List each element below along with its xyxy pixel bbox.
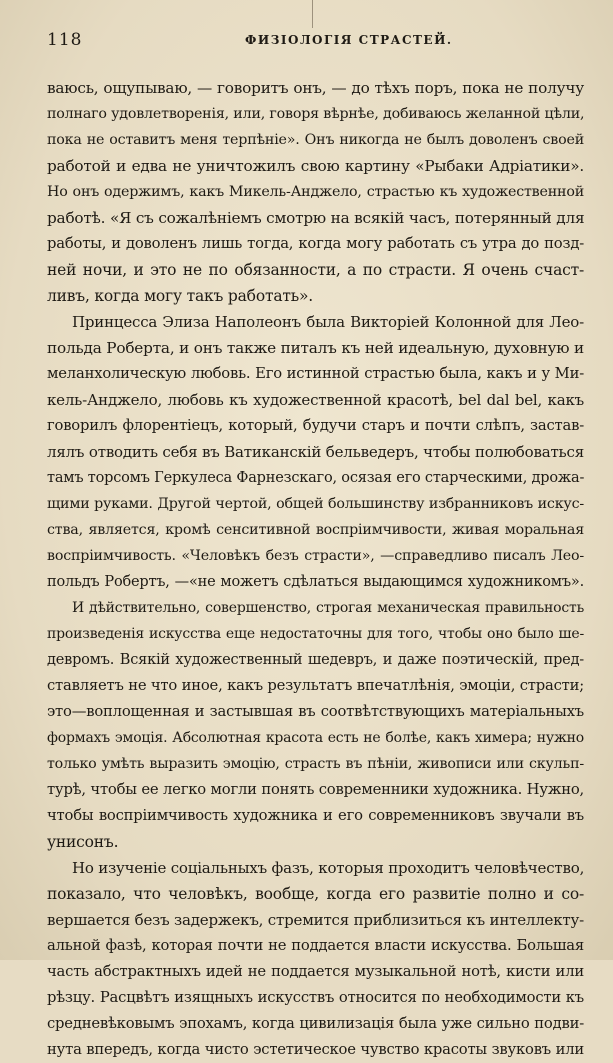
- text-line: щими руками. Другой чертой, общей большинству избранниковъ искус-: [47, 496, 584, 512]
- running-title: ФИЗІОЛОГІЯ СТРАСТЕЙ.: [245, 33, 453, 47]
- text-line: это—воплощенная и застывшая въ соотвѣтствующихъ матеріальныхъ: [47, 703, 584, 720]
- text-line: формахъ эмоція. Абсолютная красота есть не болѣе, какъ химера; нужно: [47, 730, 584, 746]
- text-line: показало, что человѣкъ, вообще, когда его развитіе полно и со-: [47, 885, 584, 903]
- text-line: альной фазѣ, которая почти не поддается власти искусства. Большая: [47, 937, 584, 954]
- text-line: вершается безъ задержекъ, стремится приблизиться къ интеллекту-: [47, 911, 584, 929]
- text-line: рѣзцу. Расцвѣтъ изящныхъ искусствъ относится по необходимости къ: [47, 989, 584, 1006]
- text-line: ства, является, кромѣ сенситивной воспріимчивости, живая моральная: [47, 522, 584, 538]
- text-line: работѣ. «Я съ сожалѣніемъ смотрю на всякій часъ, потерянный для: [47, 209, 585, 227]
- text-line: ливъ, когда могу такъ работать».: [47, 287, 313, 305]
- paragraph-start-line: Принцесса Элиза Наполеонъ была Викторіей Колонной для Лео-: [72, 313, 584, 331]
- text-line: говорилъ флорентіецъ, который, будучи старъ и почти слѣпъ, застав-: [47, 417, 584, 434]
- body-text: [47, 75, 584, 1063]
- text-line: Но онъ одержимъ, какъ Микель-Анджело, страстью къ художественной: [47, 184, 584, 200]
- text-line: часть абстрактныхъ идей не поддается музыкальной нотѣ, кисти или: [47, 963, 584, 980]
- text-line: меланхолическую любовь. Его истинной страстью была, какъ и у Ми-: [47, 365, 584, 382]
- text-line: турѣ, чтобы ее легко могли понять современники художника. Нужно,: [47, 781, 584, 798]
- text-line: произведенія искусства еще недостаточны для того, чтобы оно было ше-: [47, 626, 584, 642]
- paragraph-start-line: И дѣйствительно, совершенство, строгая механическая правильность: [72, 600, 584, 616]
- text-line: только умѣть выразить эмоцію, страсть въ пѣніи, живописи или скульп-: [47, 756, 584, 772]
- text-line: работы, и доволенъ лишь тогда, когда могу работать съ утра до позд-: [47, 235, 584, 252]
- page-crease: [312, 0, 313, 28]
- paragraph-start-line: Но изученіе соціальныхъ фазъ, которыя проходитъ человѣчество,: [72, 859, 585, 877]
- text-line: лялъ отводить себя въ Ватиканскій бельведеръ, чтобы полюбоваться: [47, 443, 584, 461]
- running-head: [47, 30, 583, 56]
- text-line: нута впередъ, когда чисто эстетическое чувство красоты звуковъ или: [47, 1041, 584, 1058]
- text-line: ней ночи, и это не по обязанности, а по страсти. Я очень счаст-: [47, 261, 584, 279]
- text-line: девромъ. Всякій художественный шедевръ, и даже поэтическій, пред-: [47, 652, 584, 668]
- text-line: польдъ Робертъ, —«не можетъ сдѣлаться выдающимся художникомъ».: [47, 574, 584, 590]
- text-line: тамъ торсомъ Геркулеса Фарнезскаго, осязая его старческими, дрожа-: [47, 470, 585, 486]
- text-line: польда Роберта, и онъ также питалъ къ ней идеальную, духовную и: [47, 339, 584, 357]
- text-line: воспріимчивость. «Человѣкъ безъ страсти», —справедливо писалъ Лео-: [47, 548, 584, 564]
- text-line: ставляетъ не что иное, какъ результатъ впечатлѣнія, эмоціи, страсти;: [47, 677, 584, 694]
- page-number: 118: [47, 30, 83, 50]
- text-line: унисонъ.: [47, 833, 119, 851]
- text-line: пока не оставитъ меня терпѣніе». Онъ никогда не былъ доволенъ своей: [47, 132, 584, 148]
- text-line: кель-Анджело, любовь къ художественной красотѣ, bel dal bel, какъ: [47, 391, 584, 409]
- text-line: средневѣковымъ эпохамъ, когда цивилизація была уже сильно подви-: [47, 1015, 584, 1032]
- text-line: чтобы воспріимчивость художника и его современниковъ звучали въ: [47, 807, 584, 824]
- text-line: работой и едва не уничтожилъ свою картину «Рыбаки Адріатики».: [47, 157, 584, 175]
- text-line: полнаго удовлетворенія, или, говоря вѣрнѣе, добиваюсь желанной цѣли,: [47, 106, 585, 122]
- text-line: ваюсь, ощупываю, — говоритъ онъ, — до тѣхъ поръ, пока не получу: [47, 79, 584, 97]
